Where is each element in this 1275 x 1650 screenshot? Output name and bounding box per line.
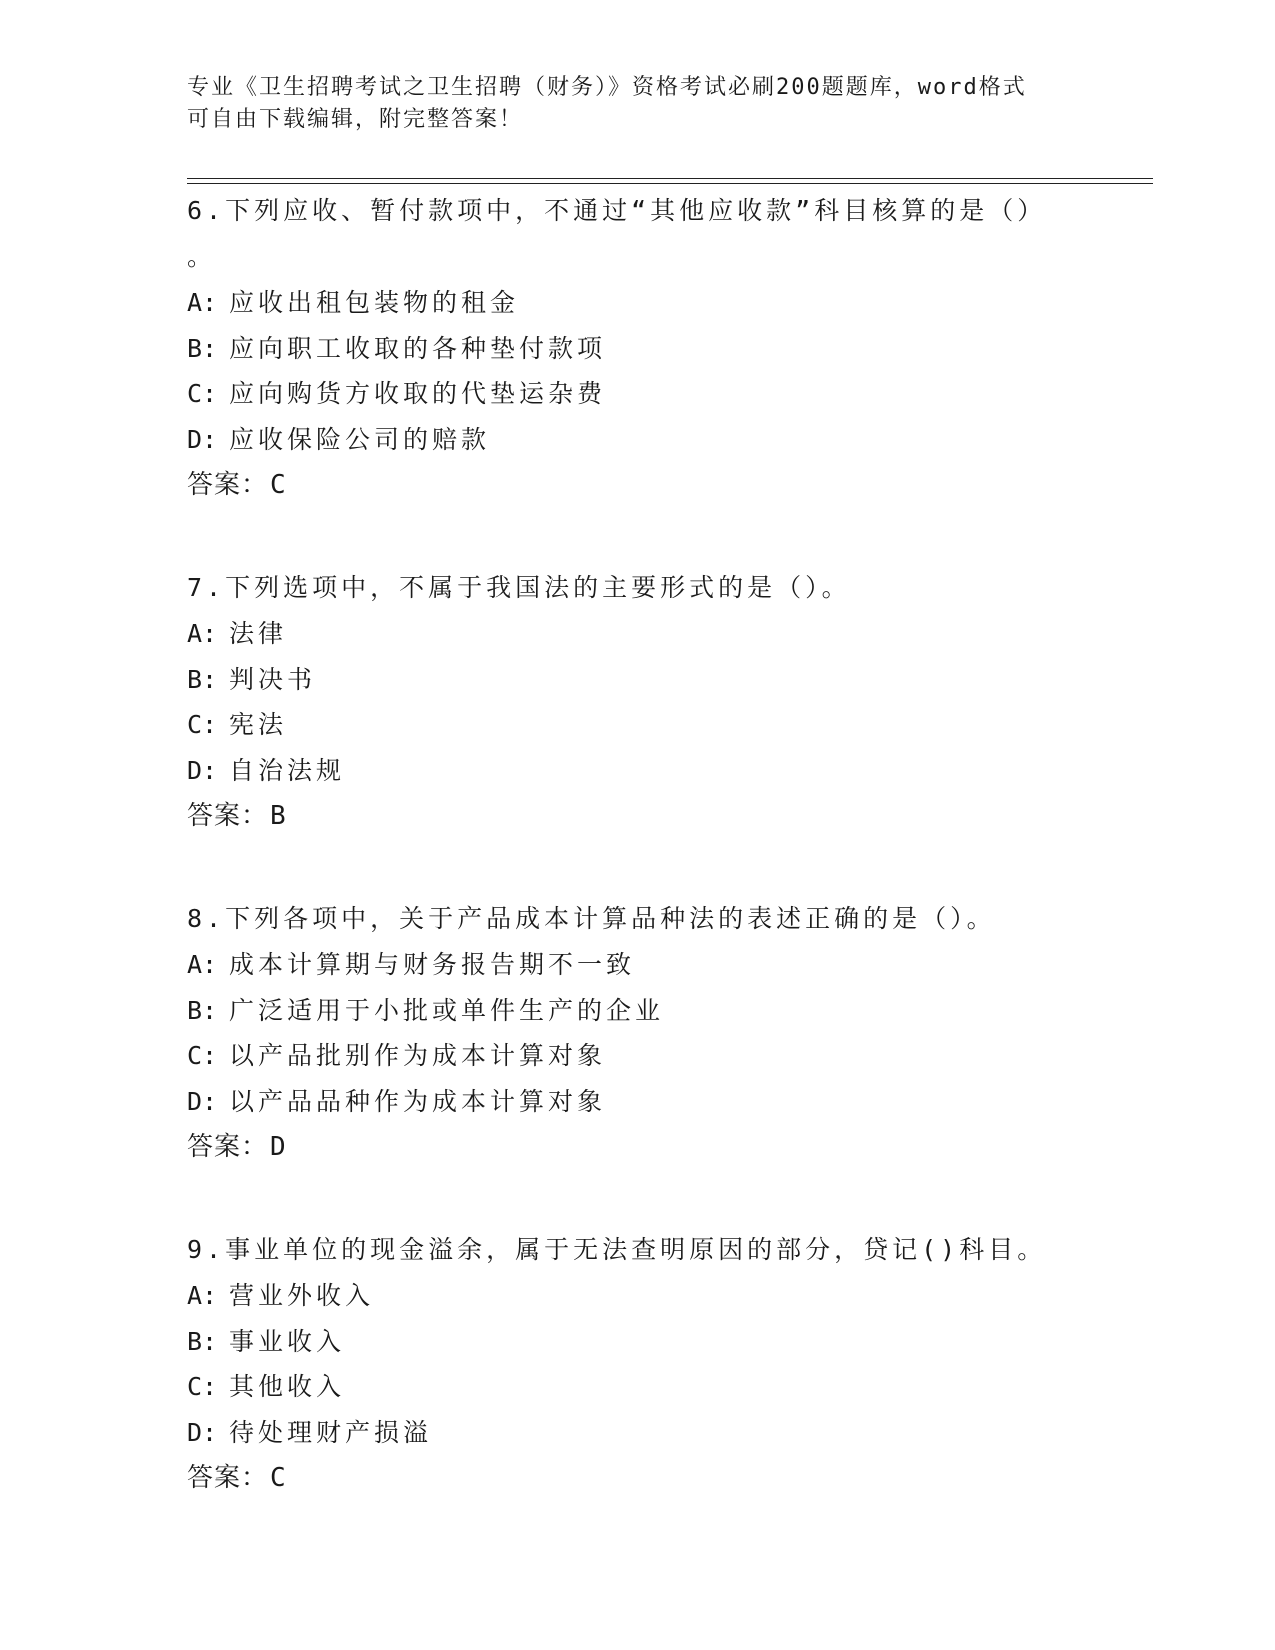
question-number: 6.: [187, 196, 226, 225]
answer-value: D: [270, 1132, 287, 1162]
option-a: [187, 942, 1147, 988]
option-text: 待处理财产损溢: [229, 1417, 433, 1447]
option-text: 判决书: [229, 664, 317, 694]
answer-line: [187, 1124, 1147, 1170]
document-header: [187, 72, 1087, 136]
option-text: 应收保险公司的赔款: [229, 424, 491, 454]
option-d: [187, 1410, 1147, 1456]
option-letter: A:: [187, 1281, 218, 1310]
answer-value: C: [270, 470, 287, 500]
option-letter: C:: [187, 710, 218, 739]
option-a: [187, 1273, 1147, 1319]
question-stem: [187, 1227, 1147, 1273]
option-letter: D:: [187, 1086, 218, 1116]
option-a: [187, 280, 1147, 326]
question-text: 下列应收、暂付款项中，不通过“其他应收款”科目核算的是（）: [225, 196, 1047, 225]
answer-label: 答案：: [187, 1132, 269, 1162]
answer-line: [187, 1455, 1147, 1501]
question-number: 7.: [187, 573, 226, 602]
option-b: [187, 1319, 1147, 1365]
option-text: 法律: [229, 619, 288, 648]
option-b: [187, 657, 1147, 703]
answer-line: [187, 793, 1147, 839]
option-c: [187, 1364, 1147, 1410]
option-letter: A:: [187, 619, 218, 648]
answer-label: 答案：: [187, 470, 269, 500]
option-letter: D:: [187, 1417, 218, 1447]
option-text: 宪法: [229, 710, 288, 739]
option-text: 应向购货方收取的代垫运杂费: [229, 379, 607, 408]
option-text: 以产品批别作为成本计算对象: [229, 1041, 607, 1070]
option-text: 成本计算期与财务报告期不一致: [229, 950, 636, 979]
header-divider-top: [187, 178, 1153, 179]
header-line-2: 可自由下载编辑，附完整答案！: [187, 107, 524, 132]
option-text: 其他收入: [229, 1372, 346, 1401]
answer-line: [187, 462, 1147, 508]
question-stem: [187, 565, 1147, 611]
question-6: [187, 188, 1147, 508]
answer-value: B: [270, 801, 287, 831]
option-letter: D:: [187, 424, 218, 454]
option-letter: B:: [187, 333, 218, 363]
question-stem: [187, 188, 1147, 234]
option-d: [187, 417, 1147, 463]
option-letter: C:: [187, 1041, 218, 1070]
question-list: [187, 188, 1147, 1501]
question-8: [187, 896, 1147, 1170]
option-letter: A:: [187, 950, 218, 979]
question-text: 下列选项中，不属于我国法的主要形式的是（）。: [225, 573, 851, 602]
option-c: [187, 1033, 1147, 1079]
option-letter: B:: [187, 995, 218, 1025]
option-letter: D:: [187, 755, 218, 785]
option-text: 广泛适用于小批或单件生产的企业: [229, 995, 665, 1025]
option-text: 自治法规: [229, 755, 346, 785]
option-c: [187, 371, 1147, 417]
option-text: 应向职工收取的各种垫付款项: [229, 333, 607, 363]
question-stem: [187, 896, 1147, 942]
option-letter: C:: [187, 1372, 218, 1401]
option-letter: B:: [187, 1326, 218, 1356]
option-text: 以产品品种作为成本计算对象: [229, 1086, 607, 1116]
option-d: [187, 1079, 1147, 1125]
option-text: 营业外收入: [229, 1281, 375, 1310]
question-text: 下列各项中，关于产品成本计算品种法的表述正确的是（）。: [225, 904, 996, 933]
option-b: [187, 326, 1147, 372]
option-text: 事业收入: [229, 1326, 346, 1356]
answer-label: 答案：: [187, 1463, 269, 1493]
option-letter: B:: [187, 664, 218, 694]
question-stem-tail: 。: [187, 242, 217, 271]
option-d: [187, 748, 1147, 794]
answer-label: 答案：: [187, 801, 269, 831]
option-c: [187, 702, 1147, 748]
header-line-1: 专业《卫生招聘考试之卫生招聘（财务）》资格考试必刷200题题库，word格式: [187, 75, 1027, 100]
question-9: [187, 1227, 1147, 1501]
header-divider-bottom: [187, 183, 1153, 184]
option-letter: C:: [187, 379, 218, 408]
option-b: [187, 988, 1147, 1034]
option-a: [187, 611, 1147, 657]
question-number: 8.: [187, 904, 226, 933]
answer-value: C: [270, 1463, 287, 1493]
option-text: 应收出租包装物的租金: [229, 288, 520, 317]
question-number: 9.: [187, 1235, 226, 1264]
question-7: [187, 565, 1147, 839]
question-text: 事业单位的现金溢余，属于无法查明原因的部分，贷记()科目。: [225, 1235, 1047, 1264]
option-letter: A:: [187, 288, 218, 317]
